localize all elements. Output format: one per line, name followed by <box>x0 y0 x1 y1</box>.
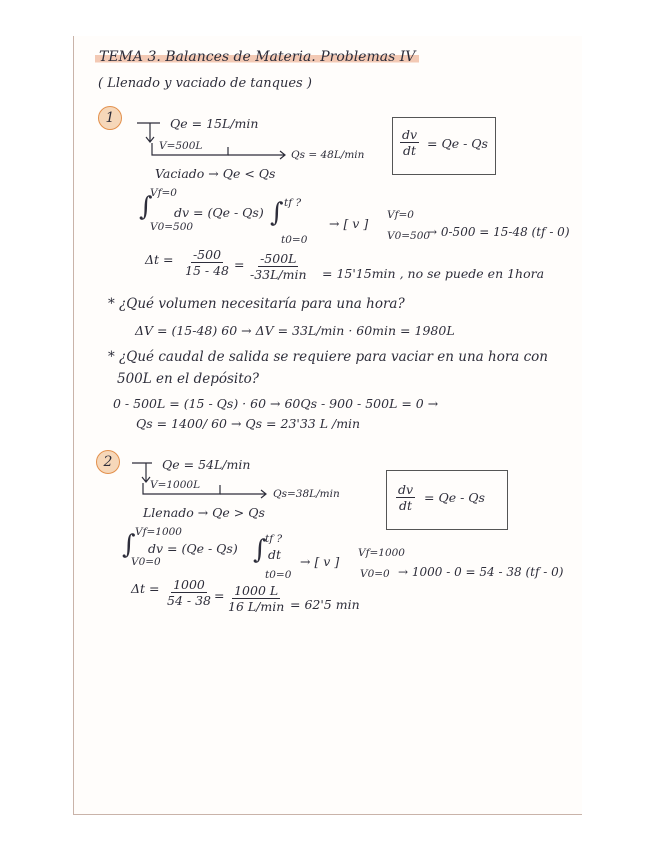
p2-box-fraction <box>396 483 415 513</box>
p2-equals: = <box>214 588 225 603</box>
p2-bracket: → [ v ] <box>300 554 340 569</box>
p1-dt-fraction-1 <box>183 248 231 278</box>
p1-box-fraction <box>400 128 419 158</box>
p1-outflow: Qs = 48L/min <box>291 149 365 161</box>
p1-bracket-tail: → 0-500 = 15-48 (tf - 0) <box>427 225 570 239</box>
p2-dt-fraction-2 <box>226 584 286 614</box>
p1-question-2-line1: * ¿Qué caudal de salida se requiere para vaciar en una hora con <box>108 349 549 365</box>
p1-int2-upper: tf ? <box>284 197 302 209</box>
p1-question-1: * ¿Qué volumen necesitaría para una hora? <box>108 296 405 312</box>
p2-integral-sign: ∫ <box>122 530 136 560</box>
p1-box-rhs: = Qe - Qs <box>427 136 488 151</box>
p2-box-num: dv <box>398 482 414 497</box>
p1-int-expr: dv = (Qe - Qs) <box>174 205 264 220</box>
p1-box-num: dv <box>402 127 418 142</box>
p1-answer-2-eq2: Qs = 1400/ 60 → Qs = 23'33 L /min <box>136 416 361 431</box>
p1-dt-fraction-2 <box>248 252 309 282</box>
p1-condition: Vaciado → Qe < Qs <box>155 166 276 181</box>
p2-dt-num1: 1000 <box>173 577 205 592</box>
p2-bracket-tail: → 1000 - 0 = 54 - 38 (tf - 0) <box>398 565 564 579</box>
p2-int2-upper: tf ? <box>265 533 283 545</box>
p2-int2-lower: t0=0 <box>265 569 292 581</box>
p2-outflow: Qs=38L/min <box>273 488 340 500</box>
p2-box-den: dt <box>399 498 413 514</box>
p1-box-den: dt <box>403 143 417 159</box>
p1-dt-label: Δt = <box>145 252 174 267</box>
p1-volume: V=500L <box>159 140 203 152</box>
p1-bracket: → [ v ] <box>329 216 369 231</box>
p1-answer-2-eq1: 0 - 500L = (15 - Qs) · 60 → 60Qs - 900 - 500L = 0 → <box>113 396 439 411</box>
p1-question-2-line2: 500L en el depósito? <box>117 371 260 387</box>
p2-dt-label: Δt = <box>131 581 160 596</box>
p2-dt-num2: 1000 L <box>234 583 279 598</box>
p2-int-lower: V0=0 <box>131 556 161 568</box>
problem-2-number: 2 <box>96 450 120 474</box>
p1-equals: = <box>234 257 245 272</box>
p2-dt-den1: 54 - 38 <box>167 593 211 609</box>
p2-inflow: Qe = 54L/min <box>162 457 251 472</box>
p2-dt-fraction-1 <box>165 578 213 608</box>
p1-int-upper: Vf=0 <box>150 187 177 199</box>
problem-1-number: 1 <box>98 106 122 130</box>
p2-integral2-sign: ∫ <box>253 535 267 565</box>
p2-int-expr: dv = (Qe - Qs) <box>148 541 238 556</box>
p1-dt-num1: -500 <box>192 247 222 262</box>
page-subtitle: ( Llenado y vaciado de tanques ) <box>98 76 312 91</box>
p1-integral2-sign: ∫ <box>270 198 284 228</box>
p2-int-upper: Vf=1000 <box>135 526 182 538</box>
p2-bracket-upper: Vf=1000 <box>358 547 405 559</box>
p1-answer-1: ΔV = (15-48) 60 → ΔV = 33L/min · 60min = 1980L <box>135 323 455 338</box>
p1-dt-num2: -500L <box>260 251 297 266</box>
p1-dt-tail: = 15'15min , no se puede en 1hora <box>322 266 545 281</box>
p1-integral-sign: ∫ <box>139 192 153 222</box>
p1-bracket-upper: Vf=0 <box>387 209 414 221</box>
p1-inflow: Qe = 15L/min <box>170 116 259 131</box>
p1-int-lower: V0=500 <box>150 221 194 233</box>
p2-box-rhs: = Qe - Qs <box>424 490 485 505</box>
p1-dt-den2: -33L/min <box>250 267 307 283</box>
p1-int2-lower: t0=0 <box>281 234 308 246</box>
page-title: TEMA 3. Balances de Materia. Problemas IV <box>95 50 419 64</box>
p2-dt-den2: 16 L/min <box>228 599 285 615</box>
p2-dt-tail: = 62'5 min <box>290 597 360 612</box>
p1-bracket-lower: V0=500 <box>387 230 431 242</box>
p2-int2-expr: dt <box>268 547 282 562</box>
p1-dt-den1: 15 - 48 <box>185 263 229 279</box>
p2-volume: V=1000L <box>150 479 201 491</box>
p2-bracket-lower: V0=0 <box>360 568 390 580</box>
p2-condition: Llenado → Qe > Qs <box>143 505 265 520</box>
